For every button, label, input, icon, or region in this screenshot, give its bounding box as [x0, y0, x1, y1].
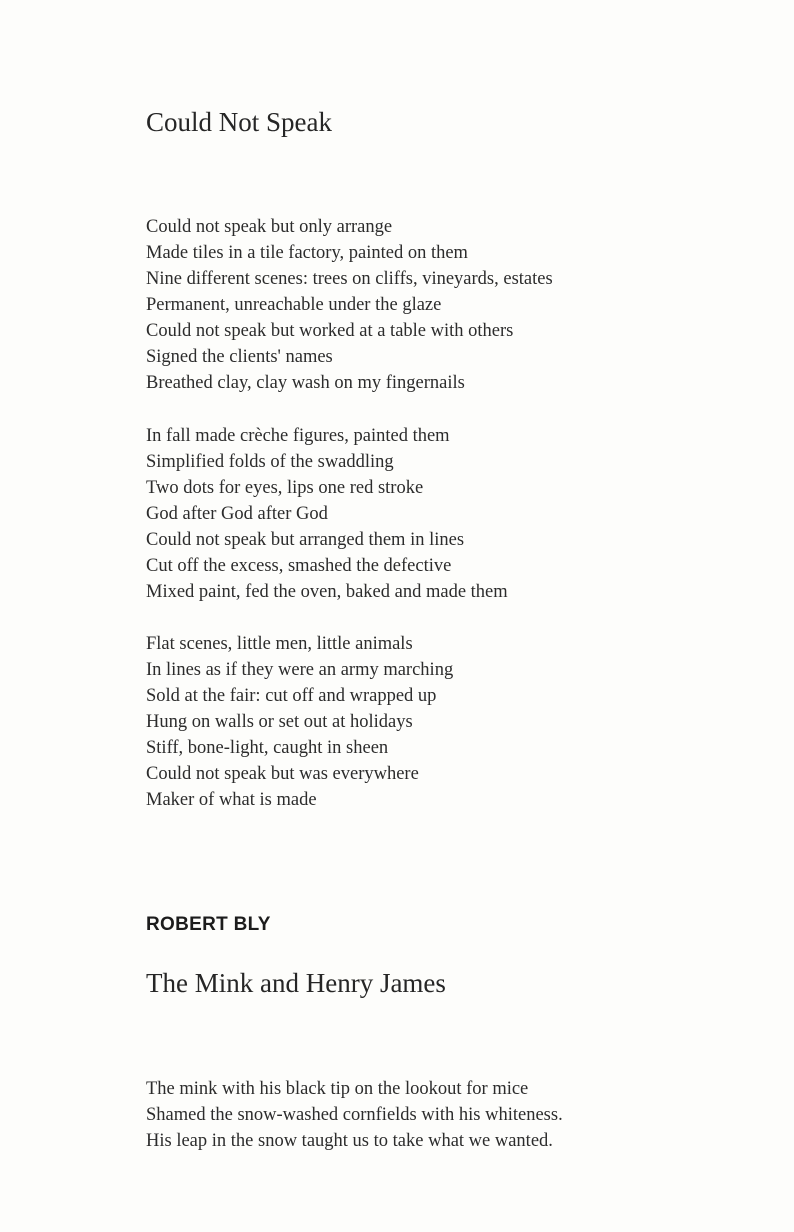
poem-line: Simplified folds of the swaddling [146, 452, 394, 472]
stanza-3 [146, 631, 453, 813]
poem-line: His leap in the snow taught us to take what we wanted. [146, 1131, 553, 1151]
author-name: ROBERT BLY [146, 914, 271, 935]
poem-line: Permanent, unreachable under the glaze [146, 295, 442, 315]
poem-line: Made tiles in a tile factory, painted on them [146, 243, 468, 263]
poem-title: Could Not Speak [146, 107, 332, 137]
poem-line: Sold at the fair: cut off and wrapped up [146, 686, 437, 706]
poem-line: Shamed the snow-washed cornfields with his whiteness. [146, 1105, 563, 1125]
poem-line: Two dots for eyes, lips one red stroke [146, 478, 424, 498]
poem-line: Maker of what is made [146, 790, 317, 810]
poem-line: Stiff, bone-light, caught in sheen [146, 738, 389, 758]
poem-line: Breathed clay, clay wash on my fingernails [146, 373, 465, 393]
poem-line: Could not speak but arranged them in lines [146, 530, 465, 550]
poem-line: Hung on walls or set out at holidays [146, 712, 413, 732]
poem-line: Signed the clients' names [146, 347, 333, 367]
stanza-1 [146, 214, 553, 396]
poem-line: Cut off the excess, smashed the defective [146, 556, 452, 576]
poem-title: The Mink and Henry James [146, 968, 446, 998]
poem-line: Could not speak but only arrange [146, 217, 393, 237]
stanza-2 [146, 423, 508, 605]
poem-line: Flat scenes, little men, little animals [146, 634, 413, 654]
poem-line: God after God after God [146, 504, 328, 524]
poem-line: In fall made crèche figures, painted them [146, 426, 450, 446]
poem-line: In lines as if they were an army marching [146, 660, 454, 680]
poem-line: Nine different scenes: trees on cliffs, vineyards, estates [146, 269, 553, 289]
poem-line: Could not speak but was everywhere [146, 764, 419, 784]
poem-line: Mixed paint, fed the oven, baked and made them [146, 582, 508, 602]
poem-line: The mink with his black tip on the lookout for mice [146, 1079, 529, 1099]
poem-line: Could not speak but worked at a table with others [146, 321, 514, 341]
stanza-1 [146, 1076, 563, 1154]
